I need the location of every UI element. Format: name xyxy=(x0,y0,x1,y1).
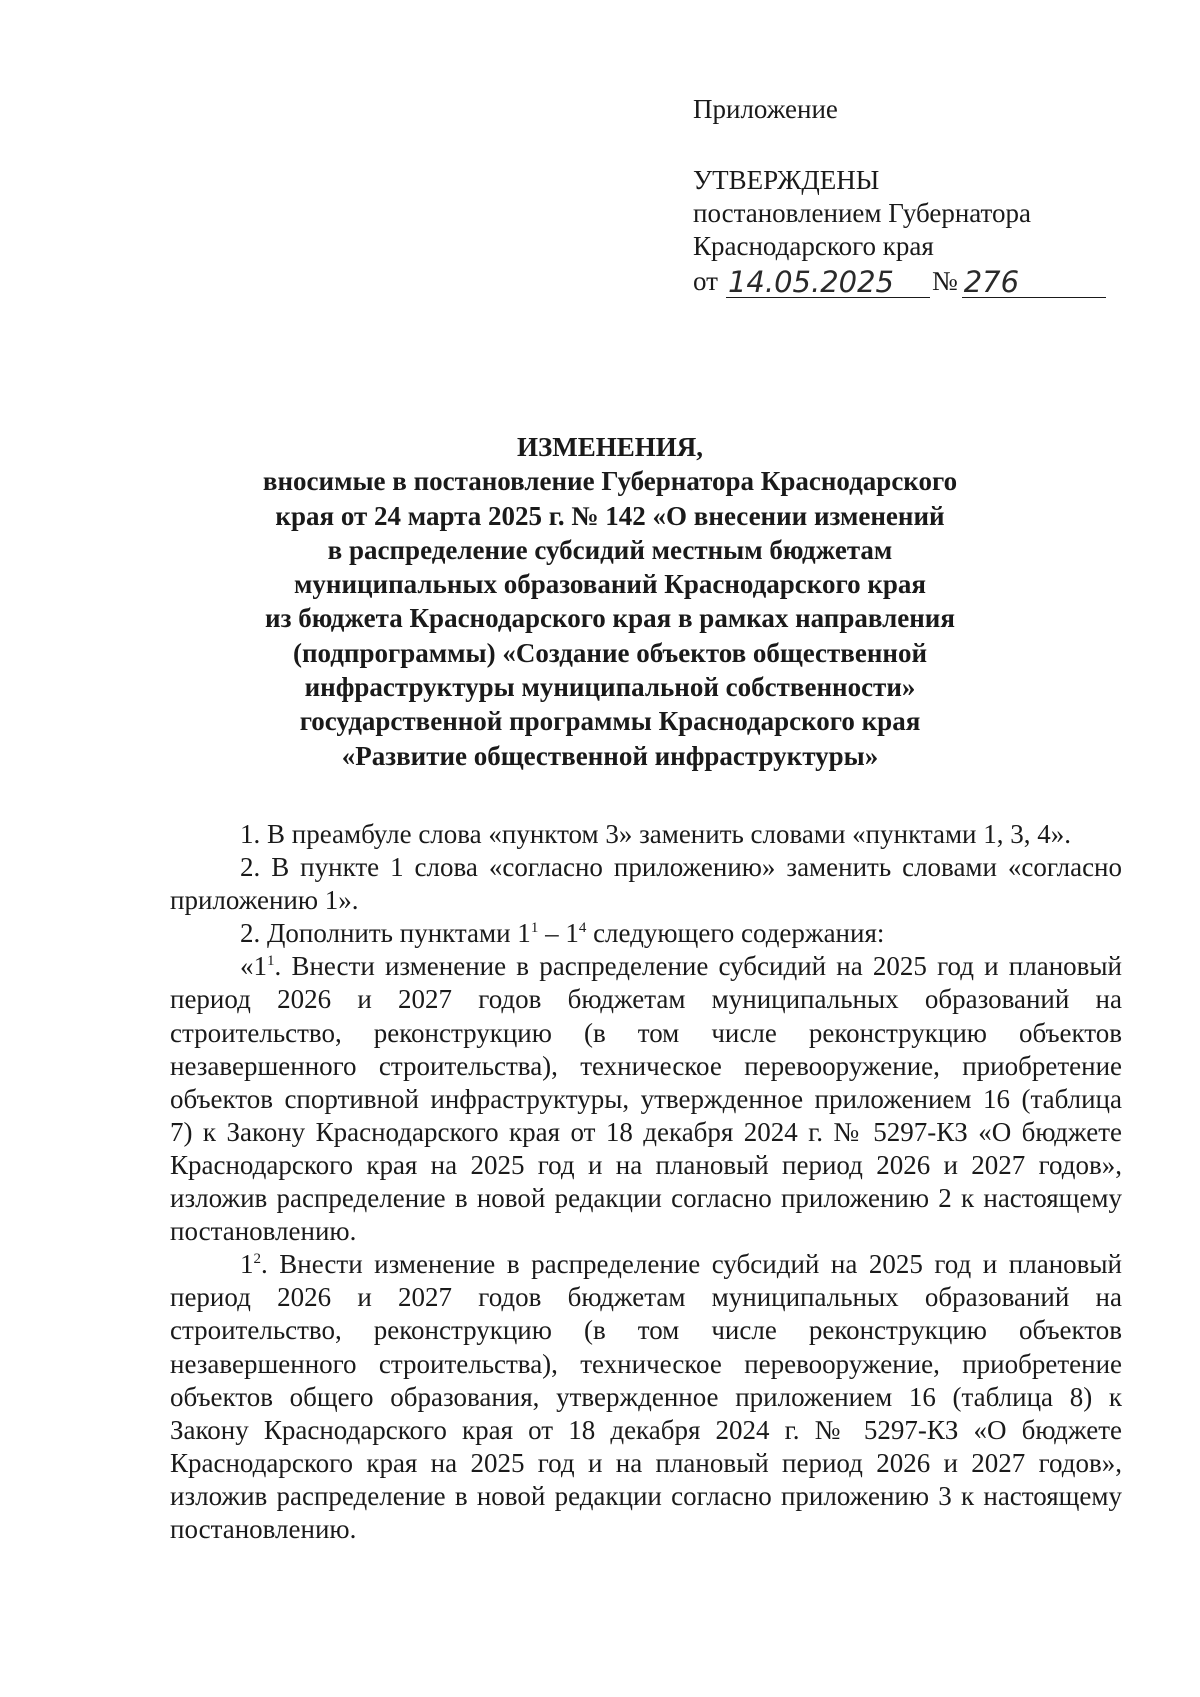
number-label: № xyxy=(931,266,958,296)
superscript: 2 xyxy=(253,1251,261,1268)
paragraph-5-lead: 1 xyxy=(240,1249,254,1280)
paragraph-5 xyxy=(170,1248,1122,1546)
date-number-line xyxy=(693,265,1133,298)
paragraph-4 xyxy=(170,950,1122,1248)
title-line: из бюджета Краснодарского края в рамках направления xyxy=(265,603,955,634)
paragraph-3-text-c: следующего содержания: xyxy=(586,918,885,949)
title-heading: ИЗМЕНЕНИЯ, xyxy=(516,432,703,462)
appendix-label: Приложение xyxy=(693,94,838,124)
paragraph-3-text-a: 2. Дополнить пунктами 1 xyxy=(240,918,531,949)
paragraph-4-text: . Внести изменение в распределение субсидий на 2025 год и плановый период 2026 и 2027 годов бюджетам муниципальных образований на строительство, реконструкцию (в том числе реконструкцию объектов незавершенного строительства), техническое перевооружение, приобретение объектов спортивной инфраструктуры, утвержденное приложением 16 (таблица 7) к Закону Краснодарского края от 18 декабря 2024 г. № 5297-КЗ «О бюджете Краснодарского края на 2025 год и на плановый период 2026 и 2027 годов», изложив распределение в новой редакции согласно приложению 2 к настоящему постановлению. xyxy=(170,951,1122,1247)
document-title xyxy=(250,430,970,773)
approved-label: УТВЕРЖДЕНЫ xyxy=(693,165,880,195)
handwritten-number: 276 xyxy=(962,267,1106,298)
paragraph-5-text: . Внести изменение в распределение субсидий на 2025 год и плановый период 2026 и 2027 годов бюджетам муниципальных образований на строительство, реконструкцию (в том числе реконструкцию объектов незавершенного строительства), техническое перевооружение, приобретение объектов общего образования, утвержденное приложением 16 (таблица 8) к Закону Краснодарского края от 18 декабря 2024 г. № 5297-КЗ «О бюджете Краснодарского края на 2025 год и на плановый период 2026 и 2027 годов», изложив распределение в новой редакции согласно приложению 3 к настоящему постановлению. xyxy=(170,1249,1122,1544)
superscript: 4 xyxy=(578,920,587,937)
from-label: от xyxy=(693,266,718,296)
title-line: «Развитие общественной инфраструктуры» xyxy=(341,740,879,771)
paragraph-1: 1. В преамбуле слова «пунктом 3» заменить словами «пунктами 1, 3, 4». xyxy=(240,819,1071,849)
title-line: государственной программы Краснодарского края xyxy=(299,706,921,737)
handwritten-date: 14.05.2025 xyxy=(726,267,930,298)
title-line: в распределение субсидий местным бюджетам xyxy=(327,534,893,565)
approved-by-line: постановлением Губернатора xyxy=(693,198,1031,228)
title-line: муниципальных образований Краснодарского края xyxy=(294,569,926,600)
superscript: 1 xyxy=(530,920,539,937)
approval-header xyxy=(693,93,1133,298)
title-line: (подпрограммы) «Создание объектов общественной xyxy=(292,637,927,668)
title-line: инфраструктуры муниципальной собственности» xyxy=(304,672,916,703)
paragraph-3 xyxy=(170,917,1122,950)
superscript: 1 xyxy=(267,953,275,970)
document-body xyxy=(170,818,1122,1546)
region-line: Краснодарского края xyxy=(693,231,934,261)
paragraph-3-text-b: – 1 xyxy=(538,918,579,949)
paragraph-4-lead: «1 xyxy=(240,951,267,982)
paragraph-2: 2. В пункте 1 слова «согласно приложению» заменить словами «согласно приложению 1». xyxy=(170,852,1122,916)
title-line: вносимые в постановление Губернатора Краснодарского xyxy=(262,466,958,497)
title-line: края от 24 марта 2025 г. № 142 «О внесении изменений xyxy=(275,500,945,531)
